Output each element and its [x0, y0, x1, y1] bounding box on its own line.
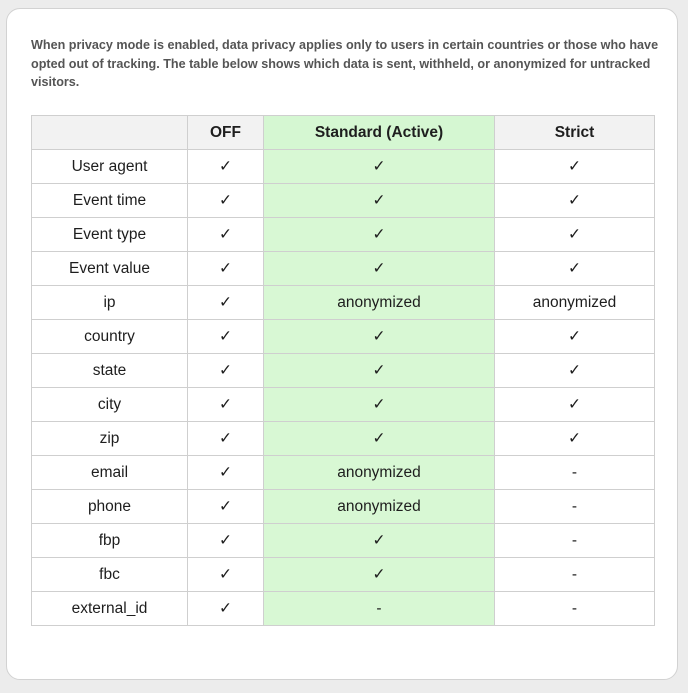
- table-row: [32, 490, 655, 524]
- off-cell: ✓: [188, 422, 264, 456]
- off-cell: ✓: [188, 524, 264, 558]
- header-standard-active: Standard (Active): [264, 116, 495, 150]
- standard-cell: anonymized: [264, 490, 495, 524]
- strict-cell: anonymized: [495, 286, 655, 320]
- table-row: [32, 150, 655, 184]
- strict-cell: ✓: [495, 354, 655, 388]
- field-cell: city: [32, 388, 188, 422]
- privacy-mode-table: [31, 115, 655, 626]
- field-cell: external_id: [32, 592, 188, 626]
- strict-cell: -: [495, 524, 655, 558]
- table-header-row: [32, 116, 655, 150]
- privacy-info-card: [6, 8, 678, 680]
- privacy-description: When privacy mode is enabled, data privacy applies only to users in certain countries or those who have opted out of tracking. The table below shows which data is sent, withheld, or anonymized for untracked visitors.: [31, 38, 659, 89]
- off-cell: ✓: [188, 286, 264, 320]
- field-cell: Event value: [32, 252, 188, 286]
- field-cell: User agent: [32, 150, 188, 184]
- standard-cell: anonymized: [264, 286, 495, 320]
- table-row: [32, 184, 655, 218]
- off-cell: ✓: [188, 320, 264, 354]
- off-cell: ✓: [188, 184, 264, 218]
- table-row: [32, 456, 655, 490]
- table-row: [32, 592, 655, 626]
- field-cell: email: [32, 456, 188, 490]
- header-field: [32, 116, 188, 150]
- off-cell: ✓: [188, 218, 264, 252]
- table-row: [32, 354, 655, 388]
- off-cell: ✓: [188, 490, 264, 524]
- table-row: [32, 558, 655, 592]
- table-row: [32, 388, 655, 422]
- standard-cell: ✓: [264, 422, 495, 456]
- standard-cell: ✓: [264, 150, 495, 184]
- standard-cell: ✓: [264, 558, 495, 592]
- table-body: [32, 150, 655, 626]
- field-cell: fbp: [32, 524, 188, 558]
- standard-cell: -: [264, 592, 495, 626]
- off-cell: ✓: [188, 456, 264, 490]
- strict-cell: ✓: [495, 422, 655, 456]
- field-cell: Event type: [32, 218, 188, 252]
- off-cell: ✓: [188, 150, 264, 184]
- standard-cell: anonymized: [264, 456, 495, 490]
- off-cell: ✓: [188, 354, 264, 388]
- strict-cell: ✓: [495, 184, 655, 218]
- field-cell: zip: [32, 422, 188, 456]
- field-cell: country: [32, 320, 188, 354]
- field-cell: ip: [32, 286, 188, 320]
- field-cell: Event time: [32, 184, 188, 218]
- table-row: [32, 252, 655, 286]
- field-cell: phone: [32, 490, 188, 524]
- table-row: [32, 320, 655, 354]
- standard-cell: ✓: [264, 218, 495, 252]
- table-row: [32, 286, 655, 320]
- strict-cell: ✓: [495, 252, 655, 286]
- standard-cell: ✓: [264, 524, 495, 558]
- strict-cell: ✓: [495, 320, 655, 354]
- off-cell: ✓: [188, 388, 264, 422]
- table-row: [32, 218, 655, 252]
- standard-cell: ✓: [264, 320, 495, 354]
- strict-cell: -: [495, 558, 655, 592]
- header-strict: Strict: [495, 116, 655, 150]
- strict-cell: -: [495, 456, 655, 490]
- table-row: [32, 524, 655, 558]
- strict-cell: ✓: [495, 218, 655, 252]
- standard-cell: ✓: [264, 388, 495, 422]
- off-cell: ✓: [188, 558, 264, 592]
- strict-cell: ✓: [495, 388, 655, 422]
- strict-cell: -: [495, 592, 655, 626]
- standard-cell: ✓: [264, 184, 495, 218]
- strict-cell: ✓: [495, 150, 655, 184]
- strict-cell: -: [495, 490, 655, 524]
- standard-cell: ✓: [264, 354, 495, 388]
- off-cell: ✓: [188, 592, 264, 626]
- table-row: [32, 422, 655, 456]
- standard-cell: ✓: [264, 252, 495, 286]
- off-cell: ✓: [188, 252, 264, 286]
- header-off: OFF: [188, 116, 264, 150]
- field-cell: fbc: [32, 558, 188, 592]
- field-cell: state: [32, 354, 188, 388]
